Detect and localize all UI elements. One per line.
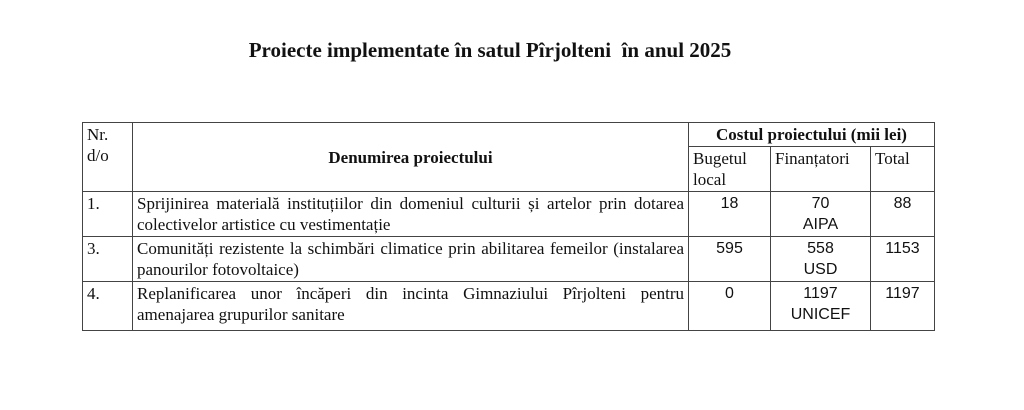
table-header-row [83, 123, 935, 147]
row-nr: 1. [83, 192, 133, 237]
header-nr: Nr. d/o [83, 123, 133, 192]
header-finantatori: Finanțatori [771, 147, 871, 192]
page-title: Proiecte implementate în satul Pîrjolteni în anul 2025 [248, 38, 732, 62]
row-total: 1153 [871, 237, 935, 282]
finantator-amount: 558 [807, 240, 834, 257]
finantator-amount: 70 [811, 195, 830, 212]
table-row [83, 192, 935, 237]
row-finantatori [771, 282, 871, 331]
row-nr: 3. [83, 237, 133, 282]
row-total: 1197 [871, 282, 935, 331]
table-row [83, 282, 935, 331]
row-finantatori [771, 192, 871, 237]
header-project-name: Denumirea proiectului [133, 123, 689, 192]
finantator-source: USD [803, 261, 838, 278]
row-buget-local: 0 [689, 282, 771, 331]
header-buget-local: Bugetul local [689, 147, 771, 192]
row-project-name: Comunități rezistente la schimbări climatice prin abilitarea femeilor (instalarea panourilor fotovoltaice) [133, 237, 689, 282]
row-project-name: Replanificarea unor încăperi din incinta Gimnaziului Pîrjolteni pentru amenajarea grupurilor sanitare [133, 282, 689, 331]
row-buget-local: 595 [689, 237, 771, 282]
table-row [83, 237, 935, 282]
finantator-amount: 1197 [803, 285, 838, 302]
finantator-source: UNICEF [790, 306, 851, 323]
projects-table [82, 122, 935, 331]
finantator-source: AIPA [802, 216, 839, 233]
row-total: 88 [871, 192, 935, 237]
header-cost-group: Costul proiectului (mii lei) [689, 123, 935, 147]
row-buget-local: 18 [689, 192, 771, 237]
row-nr: 4. [83, 282, 133, 331]
row-project-name: Sprijinirea materială instituțiilor din domeniul culturii și artelor prin dotarea colectivelor artistice cu vestimentație [133, 192, 689, 237]
header-total: Total [871, 147, 935, 192]
row-finantatori [771, 237, 871, 282]
